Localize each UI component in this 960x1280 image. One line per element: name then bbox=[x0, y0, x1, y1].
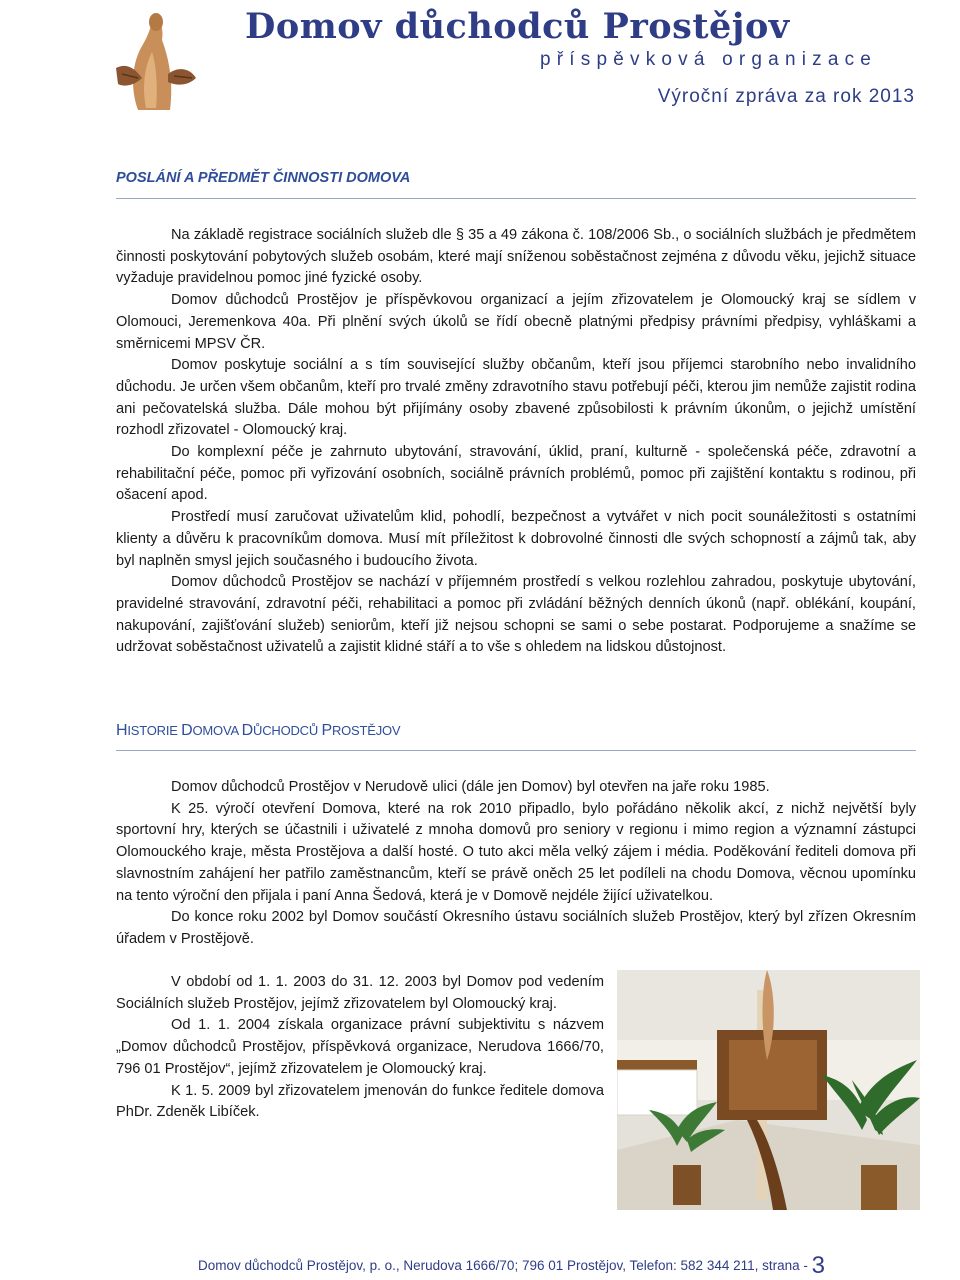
paragraph: K 1. 5. 2009 byl zřizovatelem jmenován do funkce ředitele domova PhDr. Zdeněk Libíček. bbox=[116, 1082, 604, 1121]
organization-title: Domov důchodců Prostějov bbox=[245, 6, 790, 47]
section-heading-history: HISTORIE DOMOVA DŮCHODCŮ PROSTĚJOV bbox=[116, 722, 401, 739]
corridor-photo bbox=[617, 970, 920, 1210]
section-heading-mission: POSLÁNÍ A PŘEDMĚT ČINNOSTI DOMOVA bbox=[116, 170, 411, 186]
paragraph: Prostředí musí zaručovat uživatelům klid, pohodlí, bezpečnost a vytvářet v nich pocit sounáležitosti s ostatními klienty a důvěru k pracovníkům domova. Musí mít příležitost k dobrovolné činnosti dle svých schopností a zájmů tak, aby byl naplněn smysl jejich současného i budoucího života. bbox=[116, 509, 916, 569]
paragraph: Do komplexní péče je zahrnuto ubytování, stravování, úklid, praní, kulturně - společenská péče, zdravotní a rehabilitační péče, pomoc při vyřizování osobních, sociálně právních problémů, pomoc při zajištění kontaktu s rodinou, při ošacení apod. bbox=[116, 444, 916, 504]
section-history-narrow-body bbox=[116, 972, 604, 1124]
paragraph: Domov poskytuje sociální a s tím související služby občanům, kteří jsou příjemci starobního nebo invalidního důchodu. Je určen všem občanům, kteří pro trvalé změny zdravotního stavu potřebují péči, kterou jim nemůže zajistit rodina ani pečovatelská služba. Dále mohou být přijímány osoby zbavené způsobilosti k právním úkonům, o jejichž umístění rozhodl zřizovatel - Olomoucký kraj. bbox=[116, 357, 916, 439]
report-title: Výroční zpráva za rok 2013 bbox=[657, 86, 915, 107]
section-divider bbox=[116, 198, 916, 199]
paragraph: Domov důchodců Prostějov je příspěvkovou organizací a jejím zřizovatelem je Olomoucký kraj se sídlem v Olomouci, Jeremenkova 40a. Při plnění svých úkolů se řídí obecně platnými předpisy právními předpisy, vyhláškami a směrnicemi MPSV ČR. bbox=[116, 292, 916, 352]
section-history-body bbox=[116, 777, 916, 951]
paragraph: Do konce roku 2002 byl Domov součástí Okresního ústavu sociálních služeb Prostějov, který byl zřízen Okresním úřadem v Prostějově. bbox=[116, 909, 916, 947]
section-mission-body bbox=[116, 225, 916, 659]
paragraph: Od 1. 1. 2004 získala organizace právní subjektivitu s názvem „Domov důchodců Prostějov, příspěvková organizace, Nerudova 1666/70, 796 01 Prostějov“, jejímž zřizovatelem je Olomoucký kraj. bbox=[116, 1017, 604, 1077]
paragraph: K 25. výročí otevření Domova, které na rok 2010 připadlo, bylo pořádáno několik akcí, z nichž největší byly sportovní hry, kterých se účastnili i uživatelé z mnoha domovů pro seniory v regionu i mimo region a významní zástupci Olomouckého kraje, města Prostějova a další hosté. O tuto akci měla velký zájem i média. Poděkování řediteli domova při slavnostním zahájení her patřilo zaměstnancům, kteří se právě oněch 25 let podíleli na chodu Domova, věcnou upomínku na tento výroční den přijala i paní Anna Šedová, která je v Domově nejdéle žijící uživatelkou. bbox=[116, 800, 916, 904]
page-number: 3 bbox=[811, 1252, 825, 1279]
paragraph: V období od 1. 1. 2003 do 31. 12. 2003 byl Domov pod vedením Sociálních služeb Prostějov, jejímž zřizovatelem byl Olomoucký kraj. bbox=[116, 974, 604, 1012]
organization-subtitle: příspěvková organizace bbox=[540, 49, 878, 70]
paragraph: Domov důchodců Prostějov v Nerudově ulici (dále jen Domov) byl otevřen na jaře roku 1985. bbox=[171, 779, 770, 795]
wooden-sculpture-logo bbox=[108, 8, 200, 120]
paragraph: Na základě registrace sociálních služeb dle § 35 a 49 zákona č. 108/2006 Sb., o sociálních službách je předmětem činnosti poskytování pobytových služeb osobám, které mají sníženou soběstačnost zejména z důvodu věku, jejichž situace vyžaduje pravidelnou pomoc jiné fyzické osoby. bbox=[116, 227, 916, 287]
footer-address: Domov důchodců Prostějov, p. o., Nerudova 1666/70; 796 01 Prostějov, Telefon: 582 344 211, strana - bbox=[198, 1258, 812, 1273]
section-divider bbox=[116, 750, 916, 751]
paragraph: Domov důchodců Prostějov se nachází v příjemném prostředí s velkou rozlehlou zahradou, poskytuje ubytování, pravidelné stravování, zdravotní péči, rehabilitaci a pomoc při zvládání běžných denních úkonů (např. oblékání, koupání, nakupování, zajišťování služeb) seniorům, kteří již nejsou schopni se sami o sebe postarat. Podporujeme a snažíme se udržovat soběstačnost uživatelů a zajistit klidné stáří a to vše s ohledem na lidskou důstojnost. bbox=[116, 574, 916, 656]
page-footer bbox=[198, 1252, 918, 1280]
